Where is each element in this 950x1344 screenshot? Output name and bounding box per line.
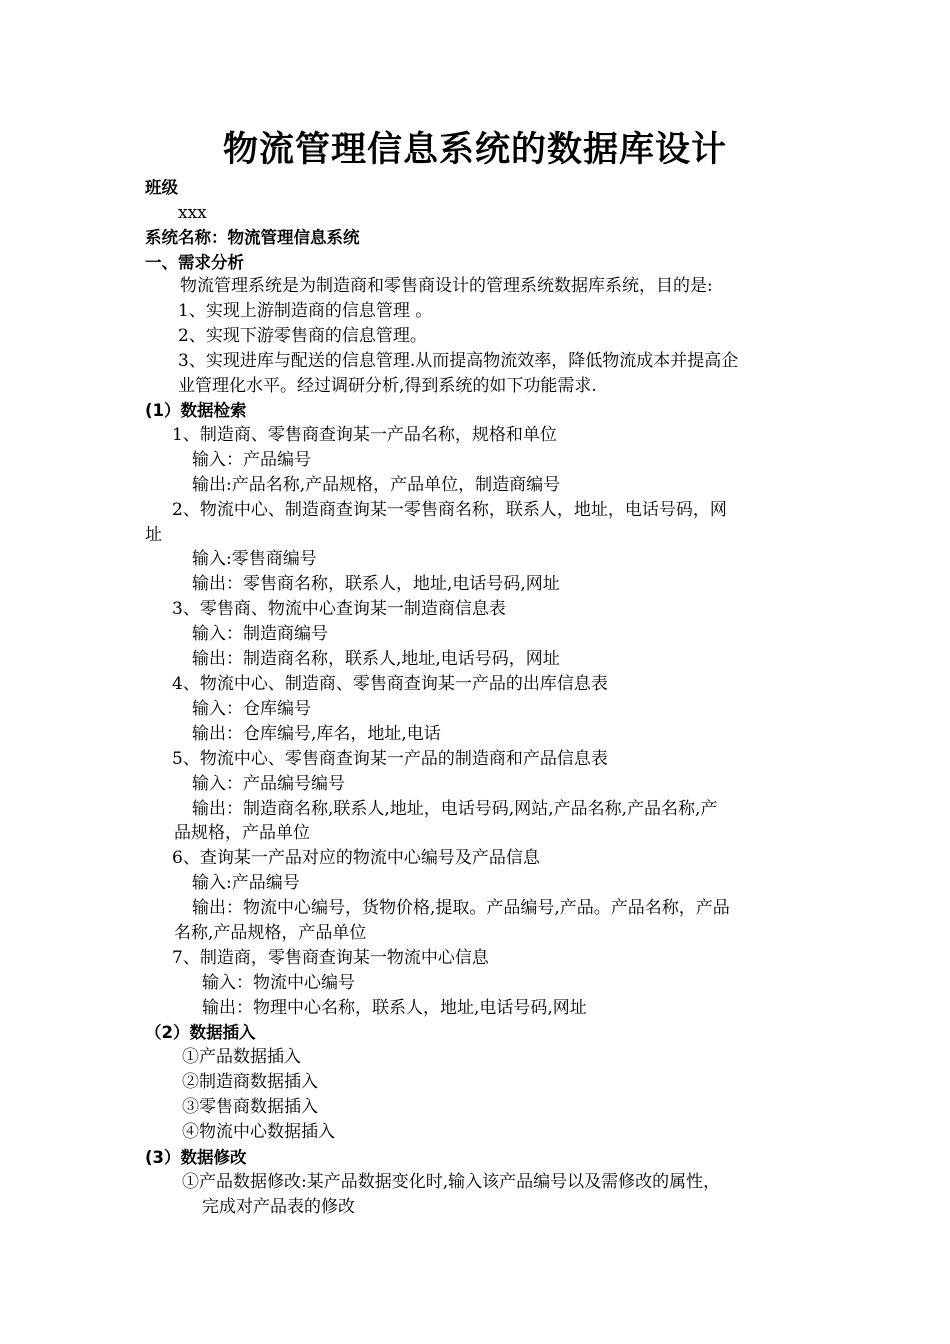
query-2-cont: 址 xyxy=(145,525,162,545)
query-5-output-cont: 品规格，产品单位 xyxy=(174,823,310,843)
query-4-input: 输入：仓库编号 xyxy=(192,699,311,719)
query-4: 4、物流中心、制造商、零售商查询某一产品的出库信息表 xyxy=(172,674,608,694)
query-1-input: 输入：产品编号 xyxy=(192,450,311,470)
query-5-output: 输出：制造商名称,联系人,地址，电话号码,网站,产品名称,产品名称,产 xyxy=(192,799,718,819)
modify-item-1: ①产品数据修改:某产品数据变化时,输入该产品编号以及需修改的属性， xyxy=(182,1172,721,1192)
document-title: 物流管理信息系统的数据库设计 xyxy=(222,130,727,170)
query-5-input: 输入：产品编号编号 xyxy=(192,774,345,794)
query-4-output: 输出：仓库编号,库名，地址,电话 xyxy=(192,724,441,744)
query-3-input: 输入：制造商编号 xyxy=(192,624,328,644)
query-3: 3、零售商、物流中心查询某一制造商信息表 xyxy=(172,599,506,619)
insert-item-3: ③零售商数据插入 xyxy=(182,1097,318,1117)
query-2: 2、物流中心、制造商查询某一零售商名称，联系人，地址，电话号码，网 xyxy=(172,500,727,520)
goal-item-2: 2、实现下游零售商的信息管理。 xyxy=(178,326,427,346)
goal-item-3: 3、实现进库与配送的信息管理.从而提高物流效率，降低物流成本并提高企 xyxy=(178,351,739,371)
insert-item-1: ①产品数据插入 xyxy=(182,1047,301,1067)
system-name: 系统名称：物流管理信息系统 xyxy=(145,228,360,247)
goal-item-1: 1、实现上游制造商的信息管理 。 xyxy=(178,301,433,321)
query-6: 6、查询某一产品对应的物流中心编号及产品信息 xyxy=(172,848,540,868)
heading-data-modify: (3）数据修改 xyxy=(145,1148,247,1167)
query-7-output: 输出：物理中心名称，联系人，地址,电话号码,网址 xyxy=(202,998,587,1018)
heading-data-retrieval: (1）数据检索 xyxy=(145,401,247,420)
query-7-input: 输入：物流中心编号 xyxy=(202,973,355,993)
query-6-input: 输入:产品编号 xyxy=(192,873,300,893)
query-7: 7、制造商，零售商查询某一物流中心信息 xyxy=(172,948,489,968)
query-3-output: 输出：制造商名称，联系人,地址,电话号码，网址 xyxy=(192,649,560,669)
query-2-input: 输入:零售商编号 xyxy=(192,549,317,569)
class-value: xxx xyxy=(178,203,207,223)
insert-item-4: ④物流中心数据插入 xyxy=(182,1122,335,1142)
query-5: 5、物流中心、零售商查询某一产品的制造商和产品信息表 xyxy=(172,749,608,769)
section-heading-requirements: 一、需求分析 xyxy=(145,253,244,272)
query-2-output: 输出：零售商名称，联系人，地址,电话号码,网址 xyxy=(192,574,560,594)
query-6-output: 输出：物流中心编号，货物价格,提取。产品编号,产品。产品名称，产品 xyxy=(192,898,730,918)
modify-item-1-cont: 完成对产品表的修改 xyxy=(202,1197,355,1217)
query-1: 1、制造商、零售商查询某一产品名称，规格和单位 xyxy=(172,425,557,445)
query-6-output-cont: 名称,产品规格，产品单位 xyxy=(174,923,367,943)
insert-item-2: ②制造商数据插入 xyxy=(182,1072,318,1092)
heading-data-insert: （2）数据插入 xyxy=(145,1023,256,1042)
intro-paragraph: 物流管理系统是为制造商和零售商设计的管理系统数据库系统，目的是: xyxy=(180,276,713,296)
class-label: 班级 xyxy=(145,178,178,197)
goal-item-3-cont: 业管理化水平。经过调研分析,得到系统的如下功能需求. xyxy=(178,376,597,396)
query-1-output: 输出:产品名称,产品规格，产品单位，制造商编号 xyxy=(192,475,561,495)
